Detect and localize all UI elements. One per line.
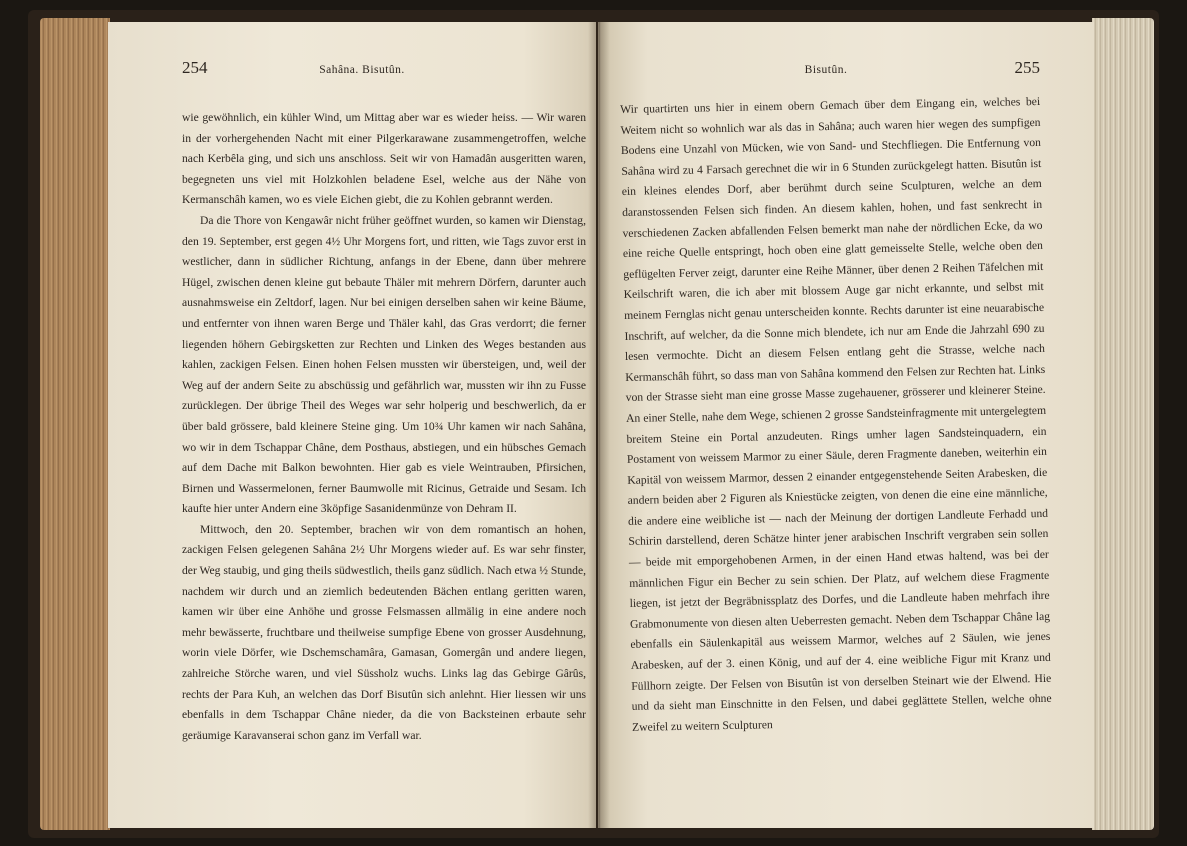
right-running-head: Bisutûn.	[804, 64, 848, 76]
right-page-edges	[1092, 18, 1154, 830]
right-page	[598, 22, 1094, 828]
left-page-text	[182, 108, 586, 746]
right-page-text	[620, 92, 1052, 738]
paragraph: Mittwoch, den 20. September, brachen wir von dem romantisch an hohen, zackigen Felsen gelegenen Sahâna 2½ Uhr Morgens wieder auf. Es war sehr finster, der Weg staubig, und ging theils südwestlich, theils ganz südlich. Nach etwa ½ Stunde, nachdem wir durch und an ziemlich bedeutenden Bächen entlang geritten waren, kamen wir über eine Anhöhe und grosse Felsmassen allmälig in eine andere noch mehr bewässerte, fruchtbare und theilweise sumpfige Ebene von grosser Ausdehnung, worin viele Dörfer, wie Dschemschamâra, Gamasan, Gomergân und andere liegen, zahlreiche Störche waren, und viel Süssholz wuchs. Links lag das Gebirge Gârûs, rechts der Para Kuh, an welchen das Dorf Bisutûn sich anlehnt. Hier liessen wir uns ebenfalls in dem Tschappar Châne nieder, da die von Backsteinen erbaute sehr geräumige Karavanserai schon ganz im Verfall war.	[182, 522, 586, 742]
paragraph: Wir quartirten uns hier in einem obern Gemach über dem Eingang ein, welches bei Weitem nicht so wohnlich war als das in Sahâna; auch waren hier wegen des sumpfigen Bodens eine Unzahl von Mücken, wie von Sand- und Stechfliegen. Die Entfernung von Sahâna wird zu 4 Farsach gerechnet die wir in 6 Stunden zurückgelegt hatten. Bisutûn ist ein kleines elendes Dorf, aber berühmt durch seine Sculpturen, welche an dem daranstossenden Felsen sich finden. An diesem kahlen, hohen, und fast senkrecht in verschiedenen Zacken abfallenden Felsen bemerkt man nahe der nördlichen Ecke, da wo eine reiche Quelle entspringt, hoch oben eine glatt gemeisselte Stelle, welche oben den geflügelten Ferver zeigt, darunter eine Reihe Männer, über denen 2 Reihen Täfelchen mit Keilschrift waren, die ich aber mit blossem Auge gar nicht erkannte, und selbst mit meinem Fernglas nicht genau unterscheiden konnte. Rechts darunter ist eine neuarabische Inschrift, auf welcher, da die Sonne mich blendete, ich nur am Ende die Jahrzahl 690 zu lesen vermochte. Dicht an diesem Felsen entlang geht die Strasse, welche nach Kermanschâh führt, so dass man von Sahâna kommend den Felsen zur Rechten hat. Links von der Strasse sieht man eine grosse Masse zugehauener, grösserer und kleinerer Steine. An einer Stelle, nahe dem Wege, schienen 2 grosse Sandsteinfragmente mit untergelegtem breitem Steine ein Portal anzudeuten. Rings umher lagen Sandsteinquadern, ein Postament von weissem Marmor zu einer Säule, deren Fragmente daneben, weiterhin ein Kapitäl von weissem Marmor, dessen 2 einander entgegenstehende Seiten Arabesken, die andern beiden aber 2 Figuren als Kniestücke zeigten, von denen die eine eine männliche, die andere eine weibliche ist — nach der Meinung der dortigen Landleute Ferhadd und Schirin darstellend, deren Schätze hinter jener arabischen Inschrift vergraben sein sollen — beide mit emporgehobenen Armen, in der einen Hand etwas haltend, was bei der männlichen Figur ein Becher zu sein schien. Der Platz, auf welchem diese Fragmente liegen, ist jetzt der Begräbnissplatz des Dorfes, und die Landleute haben mehrfach ihre Grabmonumente von diesen alten Ueberresten gemacht. Neben dem Tschappar Châne lag ebenfalls ein Säulenkapitäl aus weissem Marmor, welches auf 2 Säulen, wie jenes Arabesken, auf der 3. einen König, und auf der 4. eine weibliche Figur mit Kranz und Füllhorn zeigte. Der Felsen von Bisutûn ist von derselben Steinart wie der Elwend. Hie und da sieht man Einschnitte in den Felsen, und dabei geglättete Stellen, welche ohne Zweifel zu weitern Sculpturen	[620, 94, 1052, 734]
book-gutter	[588, 22, 610, 828]
right-page-number: 255	[1014, 58, 1040, 77]
left-page-edges	[40, 18, 110, 830]
left-running-head: Sahâna. Bisutûn.	[319, 64, 405, 76]
left-page-number: 254	[182, 58, 208, 77]
paragraph: wie gewöhnlich, ein kühler Wind, um Mittag aber war es wieder heiss. — Wir waren in der vorhergehenden Nacht mit einer Pilgerkarawane zusammengetroffen, welche nach Kerbêla ging, und sich uns anschloss. Seit wir von Hamadân ausgeritten waren, begegneten uns viel mit Holzkohlen beladene Esel, welche aus der Nähe von Kermanschâh kamen, wo es viele Eichen giebt, die zu Kohlen gebrannt werden.	[182, 111, 586, 207]
paragraph: Da die Thore von Kengawâr nicht früher geöffnet wurden, so kamen wir Dienstag, den 19. September, erst gegen 4½ Uhr Morgens fort, und ritten, wie Tags zuvor erst in westlicher, dann in südlicher Richtung, anfangs in der Ebene, dann über mehrere Hügel, zwischen denen kleine gut bebaute Thäler mit mehrern Dörfern, darunter auch ausnahmsweise ein Zeltdorf, lagen. Nur bei einigen derselben sahen wir keine Bäume, und entfernter von ihnen waren Berge und Thäler kahl, das Gras verdorrt; die ferner liegenden höhern Gebirgsketten zur Rechten und Linken des Weges bestanden aus kahlen, zackigen Felsen. Einen hohen Felsen mussten wir übersteigen, und, weil der Weg auf der andern Seite zu abschüssig und gefährlich war, mussten wir ihn zu Fusse zurücklegen. Der übrige Theil des Weges war sehr holperig und beschwerlich, da er über bald grössere, bald kleinere Steine ging. Um 10¾ Uhr kamen wir nach Sahâna, wo wir in dem Tschappar Châne, dem Posthaus, abstiegen, und ein hübsches Gemach auf dem Dache mit Balkon bewohnten. Hier gab es viele Weintrauben, Pfirsichen, Birnen und Wassermelonen, ferner Baumwolle mit Ricinus, Getraide und Sesam. Ich kaufte hier unter Andern eine 3köpfige Sasanidenmünze von Dehram II.	[182, 213, 586, 516]
left-page	[108, 22, 596, 828]
